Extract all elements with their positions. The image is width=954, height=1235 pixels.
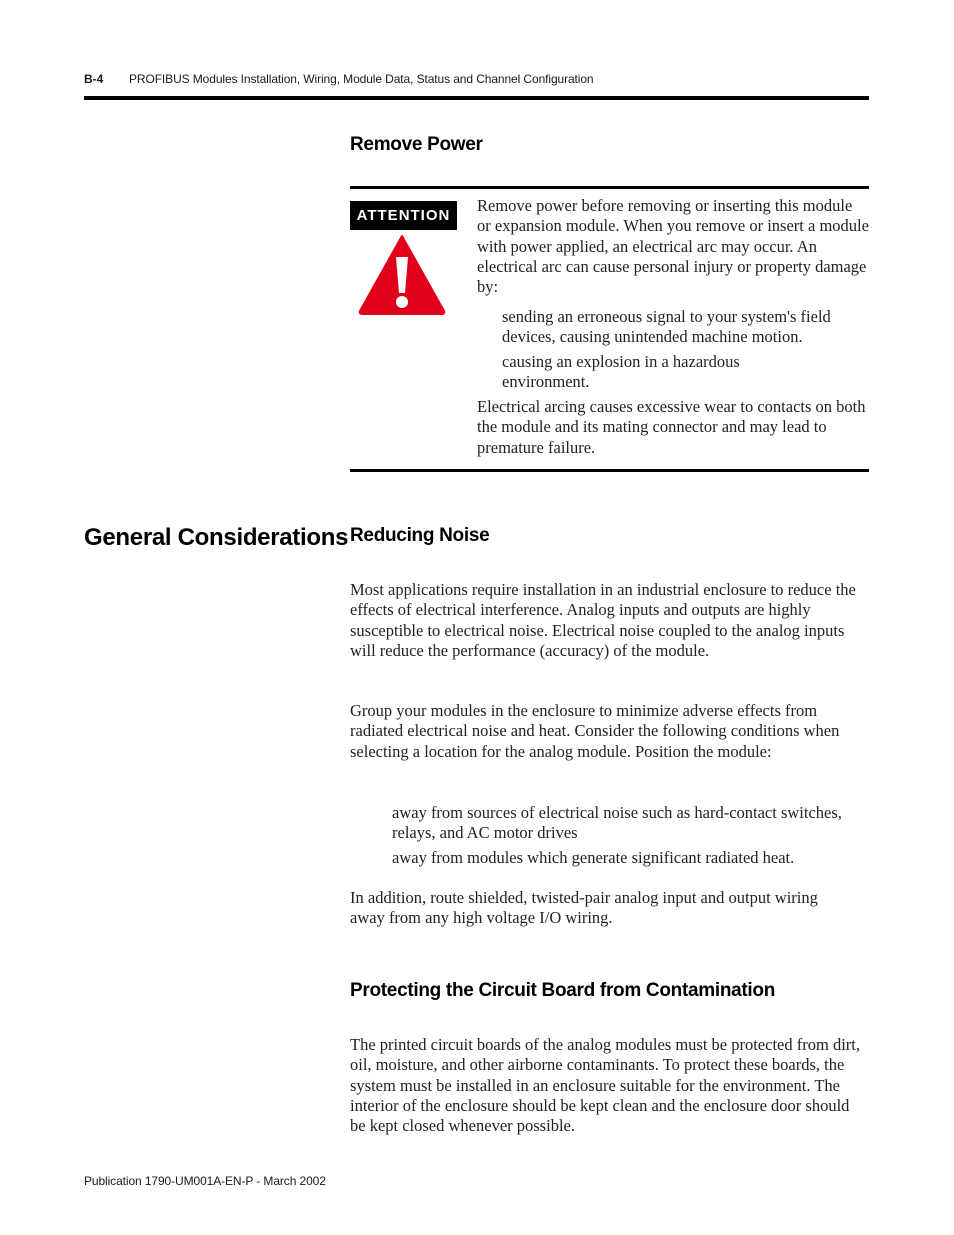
attention-badge: ATTENTION — [350, 201, 457, 230]
reducing-noise-bullet-1: away from sources of electrical noise such as hard-contact switches, relays, and AC motor drives — [392, 803, 842, 843]
remove-power-heading: Remove Power — [350, 134, 483, 155]
running-title: PROFIBUS Modules Installation, Wiring, Module Data, Status and Channel Configuration — [129, 72, 594, 86]
reducing-noise-heading: Reducing Noise — [350, 525, 490, 546]
reducing-noise-para-1: Most applications require installation in an industrial enclosure to reduce the effects of electrical interference. Analog inputs and outputs are highly susceptible to electrical noise. Electrical noise coupled to the analog inputs will reduce the performance (accuracy) of the module. — [350, 580, 856, 660]
protecting-heading: Protecting the Circuit Board from Contamination — [350, 980, 776, 1001]
attention-closing: Electrical arcing causes excessive wear to contacts on both the module and its mating connector and may lead to premature failure. — [477, 397, 866, 457]
reducing-noise-bullet-2: away from modules which generate significant radiated heat. — [392, 848, 795, 867]
attention-bullet-2: causing an explosion in a hazardous environment. — [502, 352, 740, 392]
attention-bullet-1: sending an erroneous signal to your system's field devices, causing unintended machine motion. — [502, 307, 831, 347]
attention-top-rule — [350, 186, 869, 189]
protecting-para: The printed circuit boards of the analog modules must be protected from dirt, oil, moisture, and other airborne contaminants. To protect these boards, the system must be installed in an enclosure suitable for the environment. The interior of the enclosure should be kept clean and the enclosure door should be kept closed whenever possible. — [350, 1035, 860, 1136]
reducing-noise-para-2: Group your modules in the enclosure to minimize adverse effects from radiated electrical noise and heat. Consider the following conditions when selecting a location for the analog module. Position the module: — [350, 701, 840, 761]
attention-intro: Remove power before removing or inserting this module or expansion module. When you remove or insert a module with power applied, an electrical arc may occur. An electrical arc can cause personal injury or property damage by: — [477, 196, 869, 297]
attention-bottom-rule — [350, 469, 869, 472]
reducing-noise-para-3: In addition, route shielded, twisted-pair analog input and output wiring away from any high voltage I/O wiring. — [350, 888, 818, 928]
warning-triangle-icon — [357, 233, 447, 315]
page-number: B-4 — [84, 72, 104, 86]
general-considerations-heading: General Considerations — [84, 524, 349, 551]
header-rule — [84, 96, 869, 100]
publication-footer: Publication 1790-UM001A-EN-P - March 2002 — [84, 1174, 326, 1188]
